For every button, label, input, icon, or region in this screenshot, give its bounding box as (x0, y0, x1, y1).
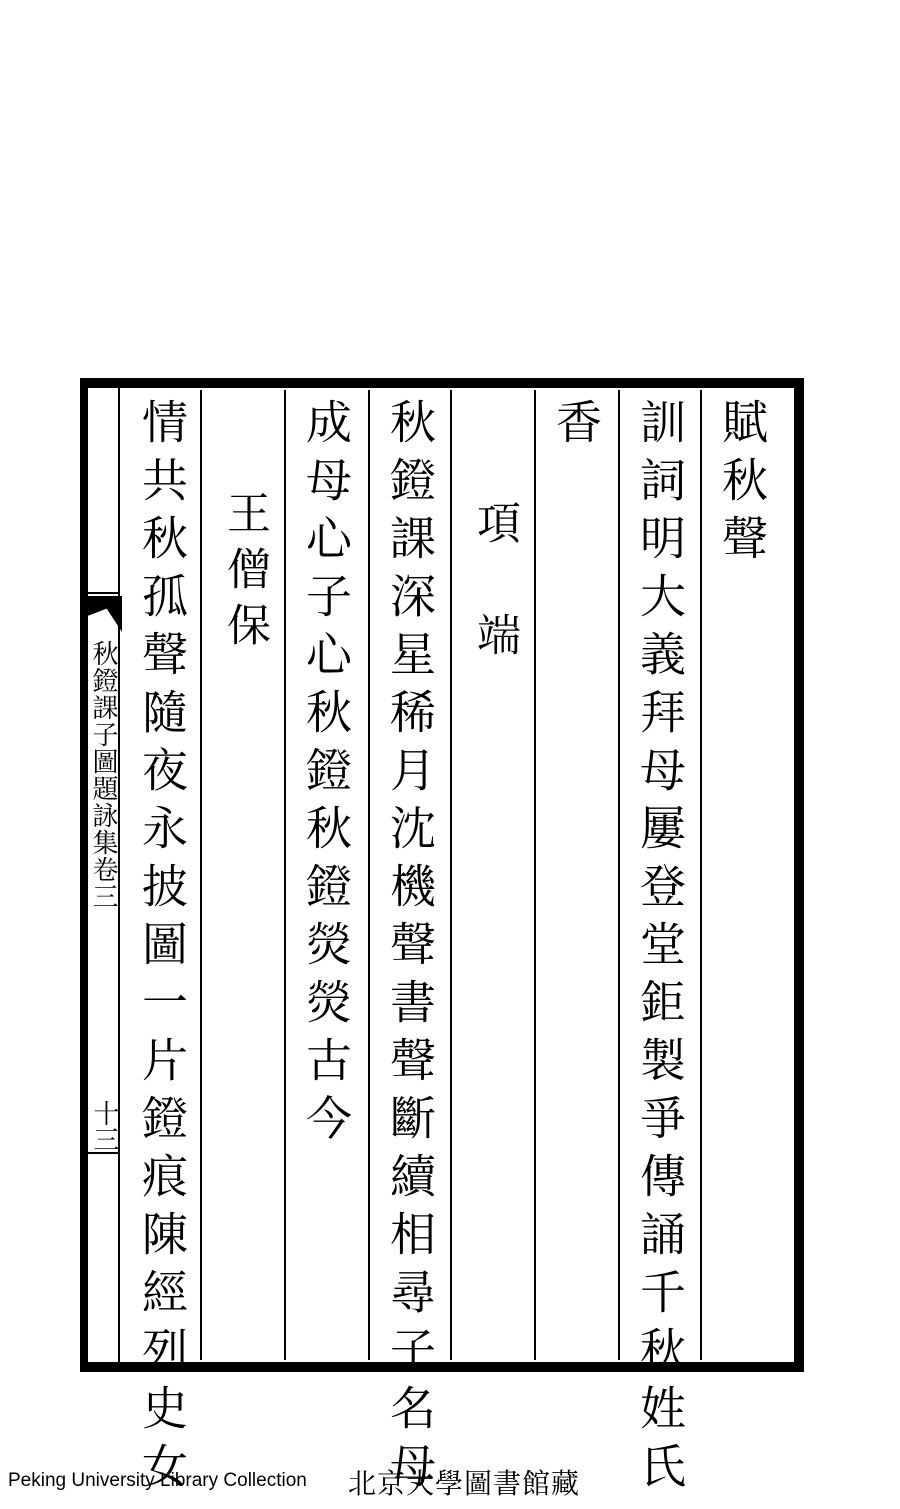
column-rule (700, 390, 702, 1360)
column-rule (368, 390, 370, 1360)
spine-title: 秋鐙課子圖題詠集卷三 (88, 640, 118, 910)
poem-title-column: 賦秋聲 (715, 398, 769, 572)
column-rule (534, 390, 536, 1360)
column-rule (618, 390, 620, 1360)
collection-credit-english: Peking University Library Collection (8, 1470, 307, 1491)
text-column: 成母心子心秋鐙秋鐙熒熒古今 (299, 398, 353, 1152)
spine-divider-bottom (88, 1152, 120, 1154)
text-column: 情共秋孤聲隨夜永披圖一片鐙痕陳經列史女 (135, 398, 189, 1500)
text-column: 秋鐙課深星稀月沈機聲書聲斷續相尋子名母 (383, 398, 437, 1500)
page-inner-frame (88, 386, 796, 1364)
author-name-column: 項 端 (469, 500, 520, 668)
text-column: 香 (549, 398, 603, 456)
column-rule (284, 390, 286, 1360)
collection-credit-chinese: 北京大學圖書館藏 (348, 1467, 581, 1500)
column-rule (450, 390, 452, 1360)
spine-folio-number: 十三 (89, 1100, 119, 1152)
spine-divider-top (88, 592, 120, 594)
author-name-column: 王僧保 (219, 490, 270, 658)
column-rule (200, 390, 202, 1360)
text-column: 訓詞明大義拜母屢登堂鉅製爭傳誦千秋姓氏 (633, 398, 687, 1500)
